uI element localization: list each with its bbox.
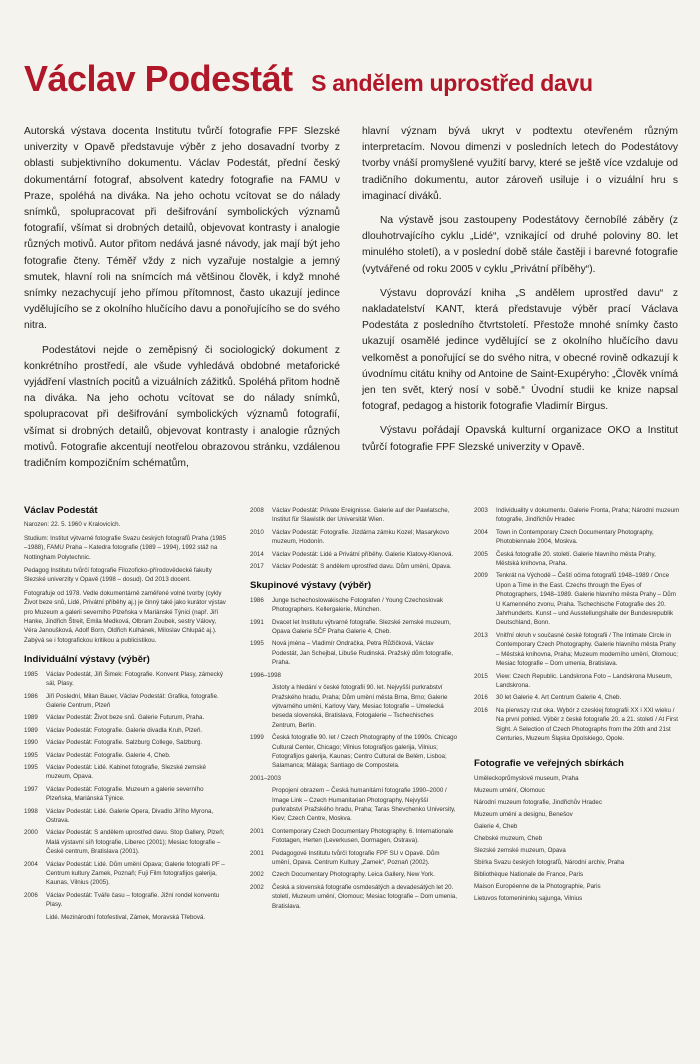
exhibition-year: 2006	[24, 891, 38, 899]
exhibition-entry	[250, 870, 458, 879]
bio-title: Václav Podestát	[24, 505, 98, 516]
exhibition-year: 2002	[250, 871, 264, 879]
collection-item: Uměleckoprůmyslové museum, Praha	[474, 774, 579, 782]
collection-item: Bibliothèque Nationale de France, Paris	[474, 870, 584, 878]
bio-column-3	[474, 506, 680, 906]
exhibition-text: Václav Podestát: Lidé a Privátní příběhy. Galerie Klatovy-Klenová.	[272, 550, 454, 558]
intro-column-1	[24, 124, 340, 480]
exhibition-entry	[24, 763, 226, 782]
exhibition-text: 30 let Galerie 4. Art Centrum Galerie 4, Cheb.	[496, 694, 622, 702]
exhibition-text: Václav Podestát: Fotografie. Galerie 4, Cheb.	[46, 751, 171, 759]
exhibition-entry	[24, 891, 226, 910]
exhibition-year: 1997	[24, 785, 38, 793]
exhibition-year: 1989	[24, 726, 38, 734]
exhibition-text: Václav Podestát: Private Ereignisse. Galerie auf der Pawlatsche, Institut für Slawistik der Universität Wien.	[272, 507, 450, 524]
exhibition-entry	[250, 506, 458, 525]
exhibition-text: Town in Contemporary Czech Documentary Photography, Photobiennale 2004, Moskva.	[496, 528, 654, 546]
intro-column-2	[362, 124, 678, 464]
exhibition-entry	[474, 528, 680, 547]
year-range: 2001–2003	[250, 774, 281, 782]
exhibition-entry	[24, 751, 226, 760]
exhibition-year: 2016	[474, 694, 488, 702]
exhibition-entry	[24, 860, 226, 888]
exhibition-year: 1986	[24, 692, 38, 700]
intro-paragraph: Autorská výstava docenta Institutu tvůrčí fotografie FPF Slezské univerzity v Opavě představuje výběr z jeho dosavadní tvorby z oblasti subjektivního dokumentu. Václav Podestát, přední český dokumentární fotograf, absolvent katedry fotografie na FAMU v Praze, spoléhá na diváka. Na jeho ochotu vcítovat se do nálady snímků, spolupracovat při dešifrování symbolických významů fotografií, všímat si drobných detailů, objevovat kontrasty i analogie různých motivů. Autor přitom nedává jasné návody, jak mají být jeho fotografie čteny. Téměř vždy z nich vyzařuje nostalgie a jemný smutek, hlavní roli na snímcích má většinou člověk, i když mnohé snímky nezachycují jeho přímou přítomnost, často ukazují jedince vydělujícího se z okolního hlučícího davu a ponořujícího se do svého nitra.	[24, 126, 340, 332]
group-exhibitions-heading: Skupinové výstavy (výběr)	[250, 580, 372, 592]
collections-heading: Fotografie ve veřejných sbírkách	[474, 758, 624, 770]
exhibition-text: Václav Podestát: Fotografie. Jízdárna zámku Kozel; Masarykovo muzeum, Hodonín.	[272, 528, 450, 546]
exhibition-year: 1995	[24, 763, 38, 771]
bio-paragraph: Studium: Institut výtvarné fotografie Svazu českých fotografů Praha (1985 –1988), FAMU Praha – Katedra fotografie (1989 – 1994), 1992 stáž na Nottingham Polytechnic.	[24, 534, 226, 561]
collection-item: Chebské muzeum, Cheb	[474, 834, 543, 842]
exhibition-year: 2016	[474, 706, 488, 714]
exhibition-entry	[24, 726, 226, 735]
exhibition-year: 2002	[250, 883, 264, 891]
exhibition-text: Václav Podestát: Fotografie. Salzburg College, Salzburg.	[46, 739, 203, 747]
bio-paragraph: Narozen: 22. 5. 1960 v Kralovicích.	[24, 521, 121, 529]
exhibition-text: Václav Podestát: Fotografie. Galerie divadla Kruh, Plzeň.	[46, 726, 203, 734]
collection-item: Slezské zemské muzeum, Opava	[474, 846, 566, 854]
exhibition-year: 1990	[24, 739, 38, 747]
exhibition-entry	[250, 596, 458, 615]
collection-item: Galerie 4, Cheb	[474, 822, 518, 830]
intro-paragraph: Výstavu doprovází kniha „S andělem uprostřed davu“ z nakladatelství KANT, která představuje výběr prací Václava Podestáta z posledního čtvrtstoletí. Přestože mnohé snímky často ukazují osamělé jedince vydělující se z okolního hlučícího davu velkoměst a ponořující se do svého nitra, v obecné rovině odkazují k úvodnímu citátu knihy od Antoine de Saint-Exupéryho: „Člověk vnímá jen ten svět, který nosí v sobě.“ Úvodní studii ke knize napsal fotograf, pedagog a historik fotografie Vladimír Birgus.	[362, 287, 678, 413]
exhibition-year: 1995	[24, 751, 38, 759]
group-exhibitions-list	[250, 733, 458, 771]
exhibition-entry	[24, 785, 226, 804]
exhibition-title: S andělem uprostřed davu	[311, 70, 593, 96]
exhibition-year: 2003	[474, 507, 488, 514]
exhibition-entry	[24, 670, 226, 689]
exhibition-text: Václav Podestát: S andělem uprostřed davu. Dům umění, Opava.	[272, 563, 452, 571]
exhibition-year: 1998	[24, 807, 38, 815]
exhibition-entry	[250, 733, 458, 771]
collections-list	[474, 774, 680, 903]
exhibition-year: 2005	[474, 550, 488, 558]
group-exhibitions-list-continued	[474, 506, 680, 743]
exhibition-text: Václav Podestát: Lidé. Galerie Opera, Divadlo Jiřího Myrona, Ostrava.	[46, 807, 214, 824]
exhibition-year: 1985	[24, 670, 38, 678]
exhibition-text: Česká fotografie 20. století. Galerie hlavního města Prahy, Městská knihovna, Praha.	[496, 550, 656, 568]
exhibition-text: View: Czech Republic. Landskrona Foto – Landskrona Museum, Landskrona.	[496, 672, 673, 689]
exhibition-year: 2004	[474, 528, 488, 536]
exhibition-year: 2001	[250, 849, 264, 857]
exhibition-entry	[250, 849, 458, 868]
exhibition-text: Václav Podestát: Život beze snů. Galerie Futurum, Praha.	[46, 714, 205, 722]
exhibition-year: 1989	[24, 714, 38, 722]
exhibition-text: Nová jména – Vladimír Ondračka, Petra Růžičková, Václav Podestát, Jan Schejbal, Libuše Rudinská. Pražský dům fotografie, Praha.	[272, 640, 453, 667]
year-range: 1996–1998	[250, 671, 281, 679]
header	[24, 58, 684, 100]
exhibition-year: 2008	[250, 507, 264, 514]
exhibition-text: Česká a slovenská fotografie osmdesátých a devadesátých let 20. století, Muzeum umění, Olomouc; Mesiac fotografie – Dom umenia, Bratislava.	[272, 883, 458, 910]
exhibition-text: Na pierwszy rzut oka. Wybór z czeskiej fotografii XX i XXI wieku / Na první pohled. Výběr z české fotografie 20. a 21. století / At First Sight. A Selection of Czech Photographs from the 20th and 21st Centuries, Muzeum Śląska Opolskiego, Opole.	[496, 706, 678, 742]
bio-paragraph: Pedagog Institutu tvůrčí fotografie Filozoficko-přírodovědecké fakulty Slezské univerzity v Opavě (1998 – dosud). Od 2013 docent.	[24, 567, 212, 584]
bio-column-2	[250, 506, 458, 914]
exhibition-text: Individuality v dokumentu. Galerie Fronta, Praha; Národní muzeum fotografie, Jindřichův Hradec	[496, 507, 680, 524]
exhibition-text: Václav Podestát: Lidé. Kabinet fotografie, Slezské zemské muzeum, Opava.	[46, 763, 206, 781]
exhibition-entry: Propojení obrazem – Česká humanitární fotografie 1990–2000 / Image Link – Czech Humanitarian Photography, Nejvyšší purkrabství Pražského hradu, Praha; Taras Shevchenko University, Kiev; Czech Centre, Moskva.	[272, 787, 456, 823]
exhibition-year: 2015	[474, 672, 488, 680]
group-exhibitions-list	[250, 827, 458, 911]
exhibition-text: Václav Podestát: Tváře času – fotografie. Jižní rondel konventu Plasy.	[46, 891, 220, 909]
collection-item: Muzeum umění, Olomouc	[474, 786, 545, 794]
exhibition-entry	[24, 828, 226, 856]
exhibition-entry	[24, 713, 226, 722]
exhibition-text: Pedagogové Institutu tvůrčí fotografie FPF SU v Opavě. Dům umění, Opava. Centrum Kultury „Zamek“, Poznaň (2002).	[272, 849, 440, 866]
exhibition-entry	[250, 550, 458, 559]
exhibition-text: Tenkrát na Východě – Čeští očima fotografů 1948–1989 / Once Upon a Time in the East. Czechs through the Eyes of Photographers, 1948–1989. Galerie hlavního města Prahy – Dům U Kamenného zvonu, Praha. Tschechische Fotografie des 20. Jahrhunderts. Kunst – und Ausstellungshalle der Bundesrepublik Deutschland, Bonn.	[496, 572, 676, 627]
exhibition-year: 1999	[250, 734, 264, 742]
exhibition-entry	[250, 883, 458, 911]
exhibition-text: Contemporary Czech Documentary Photography. 6. Internationale Fototagen, Herten (Leverkusen, Dormagen, Ostrava).	[272, 827, 454, 845]
exhibition-year: 2000	[24, 829, 38, 837]
exhibition-entry	[474, 506, 680, 525]
exhibition-year: 2004	[24, 860, 38, 868]
collection-item: Maison Européenne de la Photographie, Paris	[474, 882, 601, 890]
solo-exhibitions-heading: Individuální výstavy (výběr)	[24, 654, 150, 666]
intro-paragraph: hlavní význam bývá ukryt v podtextu otevřeném různým interpretacím. Novou dimenzi v posledních letech do Podestátovy tvorby vnáší promyšlené využití barvy, které se ještě více vzdaluje od tradičního dokumentu, autor zároveň usiluje i o vizuální hru s imaginací diváků.	[362, 126, 678, 202]
bio-paragraph: Fotografuje od 1978. Vedle dokumentárně zaměřené volné tvorby (cykly Život beze snů, Lidé, Privátní příběhy aj.) je činný také jako kurátor výstav pro Muzeum a galerii severního Plzeňska v Mariánské Týnici (např. Jiří Hanke, Jindřich Štreit, Emila Medková, Olbram Zoubek, sestry Válovy, Véra Janoušková, Adolf Born, Oldřich Kulhánek, Miloslav Chlupáč aj.). Zabývá se i fotografickou kritikou a publicistikou.	[24, 589, 226, 644]
exhibition-text: Vnitřní okruh v současné české fotografii / The Intimate Circle in Contemporary Czech Photography. Galerie hlavního města Prahy – Městská knihovna, Praha; Muzeum moderního umění, Olomouc; Mesiac fotografie – Dom umenia, Bratislava.	[496, 631, 678, 668]
intro-text	[0, 124, 700, 484]
exhibition-text: Junge tschechoslowakische Fotografen / Young Czechoslovak Photographers. Kellergalerie, München.	[272, 596, 443, 614]
exhibition-entry	[250, 528, 458, 547]
solo-exhibitions-list	[24, 670, 226, 910]
exhibition-year: 1986	[250, 596, 264, 604]
exhibition-entry: Jistoty a hledání v české fotografii 90. let. Nejvyšší purkrabství Pražského hradu, Praha; Dům umění města Brna, Brno; Galerie výtvarného umění, Karlovy Vary, Mesiac fotografie – Umelecká beseda slovenská, Bratislava, Fotogalerie – Tschechisches Zentrum, Berlin.	[272, 684, 448, 729]
exhibition-entry	[24, 738, 226, 747]
group-exhibitions-list	[250, 596, 458, 668]
exhibition-year: 2017	[250, 563, 264, 571]
exhibition-entry	[474, 550, 680, 569]
exhibition-text: Jiří Poslední, Milan Bauer, Václav Podestát: Grafika, fotografie. Galerie Centrum, Plzeň	[46, 692, 219, 709]
exhibition-text: Dvacet let Institutu výtvarné fotografie. Slezské zemské muzeum, Opava Galerie SČF Praha Galerie 4, Cheb.	[272, 618, 451, 636]
exhibition-year: 1991	[250, 618, 264, 626]
exhibition-entry: Lidé. Mezinárodní fotofestival, Zámek, Moravská Třebová.	[46, 913, 206, 921]
exhibition-entry	[474, 631, 680, 669]
exhibition-text: Czech Documentary Photography. Leica Gallery, New York.	[272, 871, 435, 879]
exhibition-text: Václav Podestát: Lidé. Dům umění Opava; Galerie fotografii PF – Centrum kultury Zamek, Poznaň; Fuji Film fotografijos galerija, Kaunas, Vilnius (2005).	[46, 860, 225, 887]
collection-item: Sbírka Svazu českých fotografů, Národní archiv, Praha	[474, 858, 625, 866]
exhibition-year: 2009	[474, 572, 488, 580]
exhibition-year: 1995	[250, 640, 264, 648]
intro-paragraph: Výstavu pořádají Opavská kulturní organizace OKO a Institut tvůrčí fotografie FPF Slezské univerzity v Opavě.	[362, 425, 678, 453]
exhibition-text: Václav Podestát: S andělem uprostřed davu. Stop Gallery, Plzeň; Malá výstavní síň fotografie, Liberec (2001); Mesiac fotografie – České centrum, Bratislava (2001).	[46, 829, 225, 856]
exhibition-entry	[24, 807, 226, 826]
intro-paragraph: Podestátovi nejde o zeměpisný či sociologický dokument z konkrétního prostředí, ale všude vyhledává obdobné metaforické vyjádření vlastních pocitů a vizuálních zážitků. Spoléhá přitom hodně na diváka. Na jeho ochotu vcítovat se do nálady snímků, spolupracovat při dešifrování symbolických významů fotografií, všímat si drobných detailů, objevovat kontrasty i analogie různých motivů. Fotografie akcentují neotřelou obrazovou stránku, vzdálenou tradičním kompozičním schématům,	[24, 344, 340, 470]
exhibition-entry	[250, 639, 458, 667]
exhibition-entry	[474, 571, 680, 627]
bio-column-1	[24, 506, 226, 925]
exhibition-year: 2014	[250, 550, 264, 558]
artist-name: Václav Podestát	[24, 58, 293, 99]
exhibition-entry	[250, 562, 458, 571]
exhibition-text: Václav Podestát: Fotografie. Muzeum a galerie severního Plzeňska, Mariánská Týnice.	[46, 785, 204, 803]
exhibition-year: 2013	[474, 631, 488, 639]
collection-item: Lietuvos fotomenininkų sąjunga, Vilnius	[474, 894, 583, 902]
exhibition-entry	[250, 827, 458, 846]
exhibition-entry	[24, 692, 226, 711]
collection-item: Národní muzeum fotografie, Jindřichův Hradec	[474, 798, 602, 806]
exhibition-entry	[474, 706, 680, 744]
intro-paragraph: Na výstavě jsou zastoupeny Podestátovy černobílé záběry (z dlouhotrvajícího cyklu „Lidé“, vznikající od druhé poloviny 80. let minulého století), a v poslední době stále častěji i barevné fotografie (vytvářené od roku 2005 v cyklu „Privátní příběhy“).	[362, 215, 678, 275]
collection-item: Muzeum umění a designu, Benešov	[474, 810, 573, 818]
solo-exhibitions-list-continued	[250, 506, 458, 571]
exhibition-year: 2001	[250, 827, 264, 835]
exhibition-entry	[474, 693, 680, 702]
exhibition-text: Václav Podestát, Jiří Šimek: Fotografie. Konvent Plasy, zámecký sál, Plasy.	[46, 670, 223, 688]
exhibition-entry	[250, 618, 458, 637]
exhibition-year: 2010	[250, 528, 264, 536]
exhibition-text: Česká fotografie 90. let / Czech Photography of the 1990s. Chicago Cultural Center, Chicago; Vilnius fotografijos galerija, Vilnius; Fotografijos galerija, Kaunas; Centro Cultural de Belém, Lisboa; Salamanca; Málaga; Santiago de Compostela.	[272, 734, 458, 770]
exhibition-entry	[474, 672, 680, 691]
